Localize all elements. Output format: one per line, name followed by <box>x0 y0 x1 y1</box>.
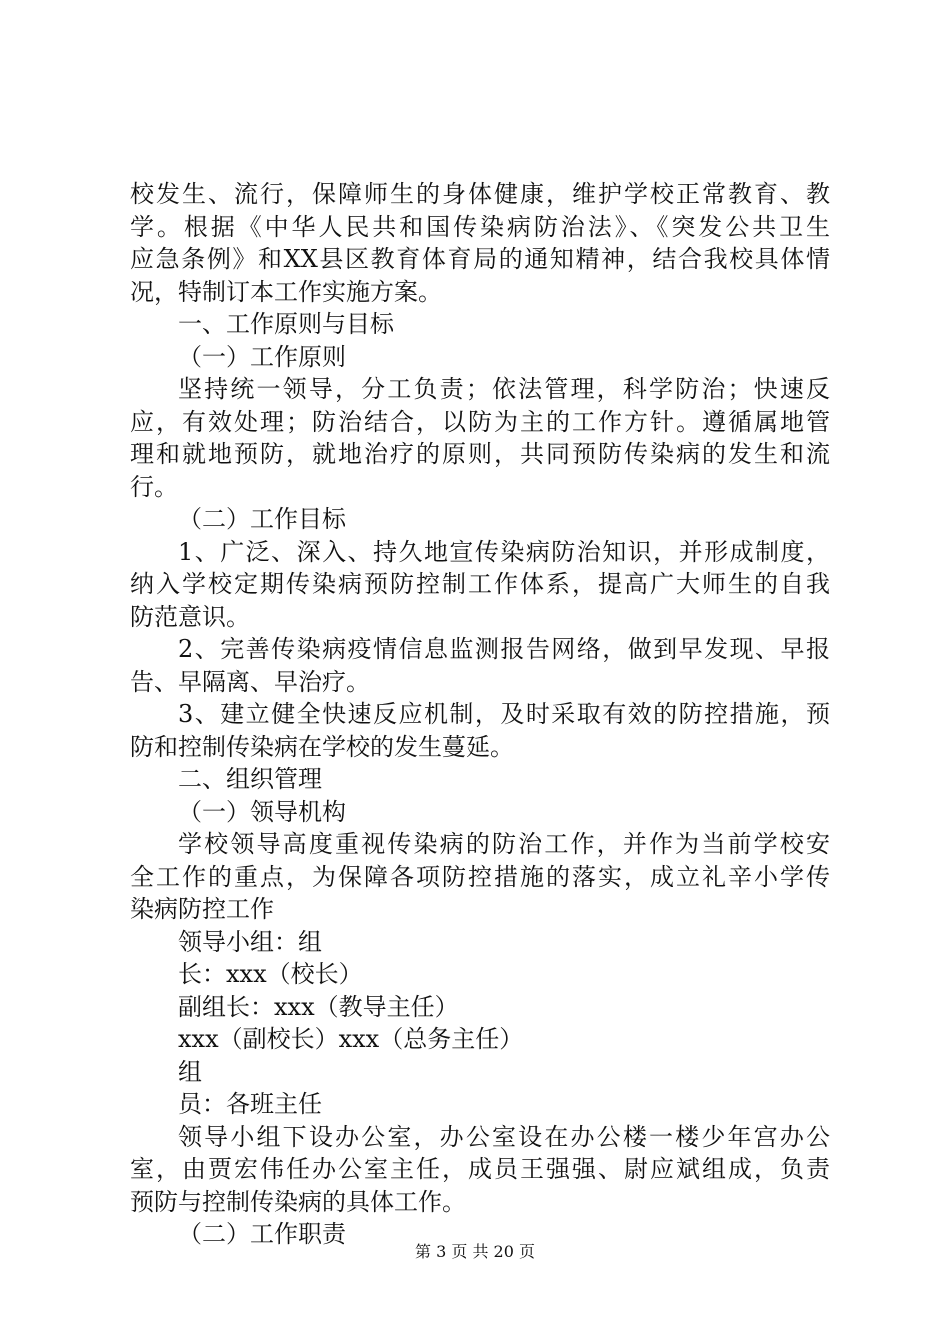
text-line: 长：xxx（校长） <box>178 960 363 988</box>
page-footer: 第 3 页 共 20 页 <box>415 1242 535 1261</box>
text-line: 预防与控制传染病的具体工作。 <box>130 1187 466 1216</box>
text-line: 全工作的重点，为保障各项防控措施的落实，成立礼辛小学传 <box>130 862 830 891</box>
text-line: 领导小组：组 <box>178 927 322 956</box>
text-line: 二、组织管理 <box>178 765 322 793</box>
text-line: 3、建立健全快速反应机制，及时采取有效的防控措施，预 <box>178 700 830 728</box>
text-line: 领导小组下设办公室，办公室设在办公楼一楼少年宫办公 <box>178 1122 830 1151</box>
text-line: （二）工作目标 <box>178 505 346 533</box>
text-line: xxx（副校长）xxx（总务主任） <box>178 1025 524 1053</box>
text-line: 副组长：xxx（教导主任） <box>178 992 459 1021</box>
text-line: 组 <box>178 1057 202 1086</box>
text-line: 室，由贾宏伟任办公室主任，成员王强强、尉应斌组成，负责 <box>130 1155 830 1183</box>
text-line: 2、完善传染病疫情信息监测报告网络，做到早发现、早报 <box>178 635 830 663</box>
text-line: 行。 <box>130 472 178 501</box>
text-line: 况，特制订本工作实施方案。 <box>130 277 442 306</box>
text-line: 告、早隔离、早治疗。 <box>130 667 370 696</box>
text-line: 应急条例》和XX县区教育体育局的通知精神，结合我校具体情 <box>130 245 830 273</box>
text-line: 防范意识。 <box>130 602 250 631</box>
text-line: 校发生、流行，保障师生的身体健康，维护学校正常教育、教 <box>130 180 830 208</box>
text-line: 理和就地预防，就地治疗的原则，共同预防传染病的发生和流 <box>130 440 830 468</box>
text-line: 员：各班主任 <box>178 1090 322 1118</box>
text-line: 应，有效处理；防治结合，以防为主的工作方针。遵循属地管 <box>130 407 830 436</box>
text-line: 一、工作原则与目标 <box>178 310 394 338</box>
text-line: 1、广泛、深入、持久地宣传染病防治知识，并形成制度， <box>178 537 830 566</box>
document-body <box>130 178 830 1251</box>
text-line: 学。根据《中华人民共和国传染病防治法》、《突发公共卫生 <box>130 212 830 241</box>
text-line: 防和控制传染病在学校的发生蔓延。 <box>130 732 514 761</box>
text-line: （一）工作原则 <box>178 342 346 371</box>
text-line: 坚持统一领导，分工负责；依法管理，科学防治；快速反 <box>178 375 830 403</box>
text-line: 染病防控工作 <box>130 895 274 923</box>
text-line: （二）工作职责 <box>178 1220 346 1248</box>
text-line: （一）领导机构 <box>178 797 346 826</box>
text-line: 学校领导高度重视传染病的防治工作，并作为当前学校安 <box>178 830 830 858</box>
text-line: 纳入学校定期传染病预防控制工作体系，提高广大师生的自我 <box>130 570 830 598</box>
